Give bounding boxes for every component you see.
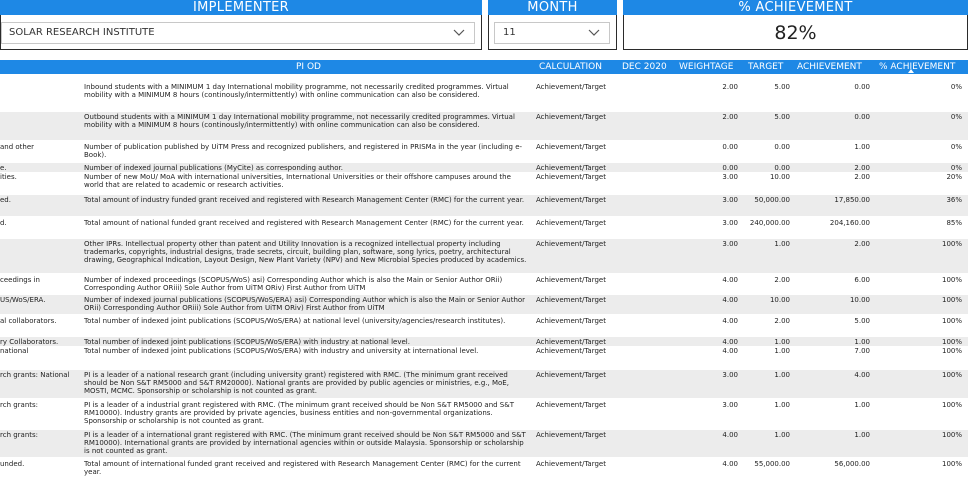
- table-row[interactable]: [0, 163, 968, 172]
- target-cell: 240,000.00: [749, 219, 790, 227]
- pct-achievement-cell: 0%: [950, 113, 962, 121]
- calculation-cell: Achievement/Target: [536, 347, 606, 355]
- achievement-cell: 6.00: [854, 276, 870, 284]
- target-cell: 1.00: [774, 371, 790, 379]
- row-left-label: ry Collaborators.: [0, 338, 59, 346]
- col-header-target[interactable]: TARGET: [748, 62, 784, 72]
- row-left-label: rch grants:: [0, 401, 39, 409]
- col-header-dec-2020[interactable]: DEC 2020: [622, 62, 667, 72]
- pi-description: Total amount of international funded grant received and registered with Research Management Center (RMC) for the current year.: [84, 460, 521, 476]
- calculation-cell: Achievement/Target: [536, 371, 606, 379]
- weightage-cell: 3.00: [722, 196, 738, 204]
- calculation-cell: Achievement/Target: [536, 460, 606, 468]
- target-cell: 1.00: [774, 240, 790, 248]
- pct-achievement-cell: 0%: [950, 143, 962, 151]
- target-cell: 55,000.00: [754, 460, 790, 468]
- calculation-cell: Achievement/Target: [536, 317, 606, 325]
- calculation-cell: Achievement/Target: [536, 338, 606, 346]
- calculation-cell: Achievement/Target: [536, 401, 606, 409]
- month-dropdown[interactable]: [494, 22, 610, 44]
- target-cell: 1.00: [774, 431, 790, 439]
- col-header-weightage[interactable]: WEIGHTAGE: [679, 62, 734, 72]
- table-row[interactable]: [0, 316, 968, 335]
- calculation-cell: Achievement/Target: [536, 83, 606, 91]
- target-cell: 5.00: [774, 113, 790, 121]
- pct-achievement-cell: 100%: [941, 296, 962, 304]
- achievement-cell: 204,160.00: [829, 219, 870, 227]
- achievement-cell: 2.00: [854, 240, 870, 248]
- target-cell: 2.00: [774, 276, 790, 284]
- row-left-label: US/WoS/ERA.: [0, 296, 46, 304]
- implementer-slicer-panel: [0, 0, 482, 50]
- calculation-cell: Achievement/Target: [536, 240, 606, 248]
- calculation-cell: Achievement/Target: [536, 173, 606, 181]
- target-cell: 0.00: [774, 164, 790, 172]
- table-row[interactable]: [0, 295, 968, 314]
- pct-achievement-cell: 100%: [941, 347, 962, 355]
- achievement-cell: 0.00: [854, 113, 870, 121]
- achievement-cell: 2.00: [854, 173, 870, 181]
- achievement-cell: 2.00: [854, 164, 870, 172]
- achievement-cell: 7.00: [854, 347, 870, 355]
- row-left-label: al collaborators.: [0, 317, 57, 325]
- table-header: [0, 60, 968, 74]
- weightage-cell: 4.00: [722, 347, 738, 355]
- table-row[interactable]: [0, 275, 968, 293]
- pct-achievement-cell: 0%: [950, 164, 962, 172]
- pi-description: Total number of indexed joint publications (SCOPUS/WoS/ERA) with industry and university at international level.: [84, 347, 479, 355]
- pi-description: Other IPRs. Intellectual property other than patent and Utility Innovation is a recognized intellectual property including trademarks, copyrights, industrial designs, trade secrets, circuit, building plan, software, song lyrics, poetry, architectural drawing, Geographical Indication, Layout Design, New Plant Variety (NPV) and New Microbial Species produced by academics.: [84, 240, 527, 264]
- pct-achievement-cell: 100%: [941, 401, 962, 409]
- weightage-cell: 4.00: [722, 317, 738, 325]
- pi-description: Number of publication published by UiTM Press and recognized publishers, and registered in PRISMa in the year (including e-Book).: [84, 143, 523, 159]
- pct-achievement-cell: 100%: [941, 276, 962, 284]
- achievement-cell: 1.00: [854, 338, 870, 346]
- row-left-label: and other: [0, 143, 35, 151]
- target-cell: 2.00: [774, 317, 790, 325]
- weightage-cell: 3.00: [722, 173, 738, 181]
- calculation-cell: Achievement/Target: [536, 143, 606, 151]
- pct-achievement-cell: 100%: [941, 371, 962, 379]
- achievement-cell: 56,000.00: [834, 460, 870, 468]
- weightage-cell: 2.00: [722, 83, 738, 91]
- table-row[interactable]: [0, 430, 968, 457]
- weightage-cell: 3.00: [722, 401, 738, 409]
- table-row[interactable]: [0, 346, 968, 368]
- pi-description: Number of indexed proceedings (SCOPUS/WoS) asi) Corresponding Author which is also the Main or Senior Author ORii) Corresponding Author ORiii) Sole Author from UiTM ORiv) First Author from UiTM: [84, 276, 503, 292]
- row-left-label: unded.: [0, 460, 25, 468]
- weightage-cell: 3.00: [722, 371, 738, 379]
- table-row[interactable]: [0, 370, 968, 398]
- pi-description: Total number of indexed joint publications (SCOPUS/WoS/ERA) with industry at national level.: [84, 338, 410, 346]
- col-header-calculation[interactable]: CALCULATION: [539, 62, 602, 72]
- table-row[interactable]: [0, 400, 968, 428]
- weightage-cell: 3.00: [722, 240, 738, 248]
- row-left-label: ities.: [0, 173, 17, 181]
- month-slicer-panel: [488, 0, 617, 50]
- row-left-label: national: [0, 347, 29, 355]
- month-title: MONTH: [488, 0, 617, 15]
- row-left-label: e.: [0, 164, 7, 172]
- calculation-cell: Achievement/Target: [536, 431, 606, 439]
- weightage-cell: 4.00: [722, 460, 738, 468]
- target-cell: 1.00: [774, 347, 790, 355]
- row-left-label: rch grants:: [0, 431, 39, 439]
- chevron-down-icon: [452, 25, 466, 39]
- table-row[interactable]: [0, 172, 968, 193]
- achievement-kpi-card: [623, 0, 968, 50]
- col-header-pi-od[interactable]: PI OD: [296, 62, 321, 72]
- row-left-label: ed.: [0, 196, 11, 204]
- implementer-value: SOLAR RESEARCH INSTITUTE: [9, 27, 155, 38]
- pct-achievement-cell: 100%: [941, 431, 962, 439]
- pct-achievement-cell: 100%: [941, 240, 962, 248]
- weightage-cell: 4.00: [722, 431, 738, 439]
- achievement-cell: 1.00: [854, 143, 870, 151]
- pi-description: PI is a leader of a national research grant (including university grant) registered with RMC. (The minimum grant received should be Non S&T RM5000 and S&T RM20000). National grants are provided by public agencies or ministries, e.g., MoE, MOSTI, MCMC. Sponsorship or scholarship is not counted as grant.: [84, 371, 509, 395]
- weightage-cell: 0.00: [722, 164, 738, 172]
- achievement-cell: 1.00: [854, 431, 870, 439]
- target-cell: 0.00: [774, 143, 790, 151]
- pi-description: Total amount of industry funded grant received and registered with Research Management Center (RMC) for the current year.: [84, 196, 525, 204]
- month-value: 11: [503, 27, 516, 38]
- weightage-cell: 4.00: [722, 338, 738, 346]
- achievement-cell: 0.00: [854, 83, 870, 91]
- kpi-value: 82%: [774, 22, 817, 44]
- pi-description: Inbound students with a MINIMUM 1 day International mobility programme, not necessarily credited programmes. Virtual mobility with a MINIMUM 8 hours (continously/intermittently) with online communication can also be considered.: [84, 83, 509, 99]
- pi-description: Total number of indexed joint publications (SCOPUS/WoS/ERA) at national level (university/agencies/research institutes).: [84, 317, 506, 325]
- calculation-cell: Achievement/Target: [536, 113, 606, 121]
- achievement-cell: 5.00: [854, 317, 870, 325]
- calculation-cell: Achievement/Target: [536, 296, 606, 304]
- implementer-dropdown[interactable]: [1, 22, 475, 44]
- weightage-cell: 4.00: [722, 296, 738, 304]
- pi-description: Number of new MoU/ MoA with international universities, International Universities or their offshore campuses around the world that are related to academic or research activities.: [84, 173, 511, 189]
- pct-achievement-cell: 100%: [941, 317, 962, 325]
- pi-description: PI is a leader of a international grant registered with RMC. (The minimum grant received should be Non S&T RM5000 and S&T RM10000). International grants are provided by international agencies within or outside Malaysia. Sponsorship or scholarship is not counted as grant.: [84, 431, 526, 455]
- target-cell: 10.00: [769, 173, 790, 181]
- weightage-cell: 4.00: [722, 276, 738, 284]
- table-row[interactable]: [0, 459, 968, 485]
- chevron-down-icon: [587, 25, 601, 39]
- target-cell: 1.00: [774, 338, 790, 346]
- pct-achievement-cell: 36%: [946, 196, 962, 204]
- pi-description: Total amount of national funded grant received and registered with Research Management Center (RMC) for the current year.: [84, 219, 524, 227]
- pct-achievement-cell: 100%: [941, 460, 962, 468]
- target-cell: 5.00: [774, 83, 790, 91]
- row-left-label: d.: [0, 219, 7, 227]
- table-row[interactable]: [0, 239, 968, 273]
- pi-description: Outbound students with a MINIMUM 1 day International mobility programme, not necessarily credited programmes. Virtual mobility with a MINIMUM 8 hours (continously/intermittently) with online communication can also be considered.: [84, 113, 515, 129]
- target-cell: 10.00: [769, 296, 790, 304]
- pi-description: Number of indexed journal publications (SCOPUS/WoS/ERA) asi) Corresponding Author which is also the Main or Senior Author ORii) Corresponding Author ORiii) Sole Author from UiTM ORiv) First Author from UiTM: [84, 296, 526, 312]
- target-cell: 1.00: [774, 401, 790, 409]
- calculation-cell: Achievement/Target: [536, 276, 606, 284]
- col-header-achievement[interactable]: ACHIEVEMENT: [797, 62, 862, 72]
- weightage-cell: 2.00: [722, 113, 738, 121]
- achievement-cell: 17,850.00: [834, 196, 870, 204]
- sort-ascending-icon[interactable]: [908, 69, 914, 73]
- table-row[interactable]: [0, 337, 968, 346]
- weightage-cell: 0.00: [722, 143, 738, 151]
- table-row[interactable]: [0, 82, 968, 110]
- table-row[interactable]: [0, 142, 968, 161]
- pi-table[interactable]: [0, 60, 968, 487]
- table-row[interactable]: [0, 218, 968, 239]
- calculation-cell: Achievement/Target: [536, 219, 606, 227]
- pct-achievement-cell: 0%: [950, 83, 962, 91]
- implementer-title: IMPLEMENTER: [0, 0, 482, 15]
- achievement-cell: 10.00: [849, 296, 870, 304]
- weightage-cell: 3.00: [722, 219, 738, 227]
- target-cell: 50,000.00: [754, 196, 790, 204]
- calculation-cell: Achievement/Target: [536, 196, 606, 204]
- row-left-label: ceedings in: [0, 276, 40, 284]
- pct-achievement-cell: 20%: [946, 173, 962, 181]
- pct-achievement-cell: 100%: [941, 338, 962, 346]
- col-header-pct-achievement[interactable]: % ACHIEVEMENT: [879, 62, 956, 72]
- table-row[interactable]: [0, 195, 968, 216]
- kpi-title: % ACHIEVEMENT: [623, 0, 968, 15]
- pct-achievement-cell: 85%: [946, 219, 962, 227]
- achievement-cell: 1.00: [854, 401, 870, 409]
- row-left-label: rch grants: National: [0, 371, 70, 379]
- calculation-cell: Achievement/Target: [536, 164, 606, 172]
- achievement-cell: 4.00: [854, 371, 870, 379]
- pi-description: Number of indexed journal publications (MyCite) as corresponding author.: [84, 164, 343, 172]
- table-row[interactable]: [0, 112, 968, 140]
- pi-description: PI is a leader of a industrial grant registered with RMC. (The minimum grant received should be Non S&T RM5000 and S&T RM10000). Industry grants are provided by private agencies, business entities and non-governmental organizations. Sponsorship or scholarship is not counted as grant.: [84, 401, 514, 425]
